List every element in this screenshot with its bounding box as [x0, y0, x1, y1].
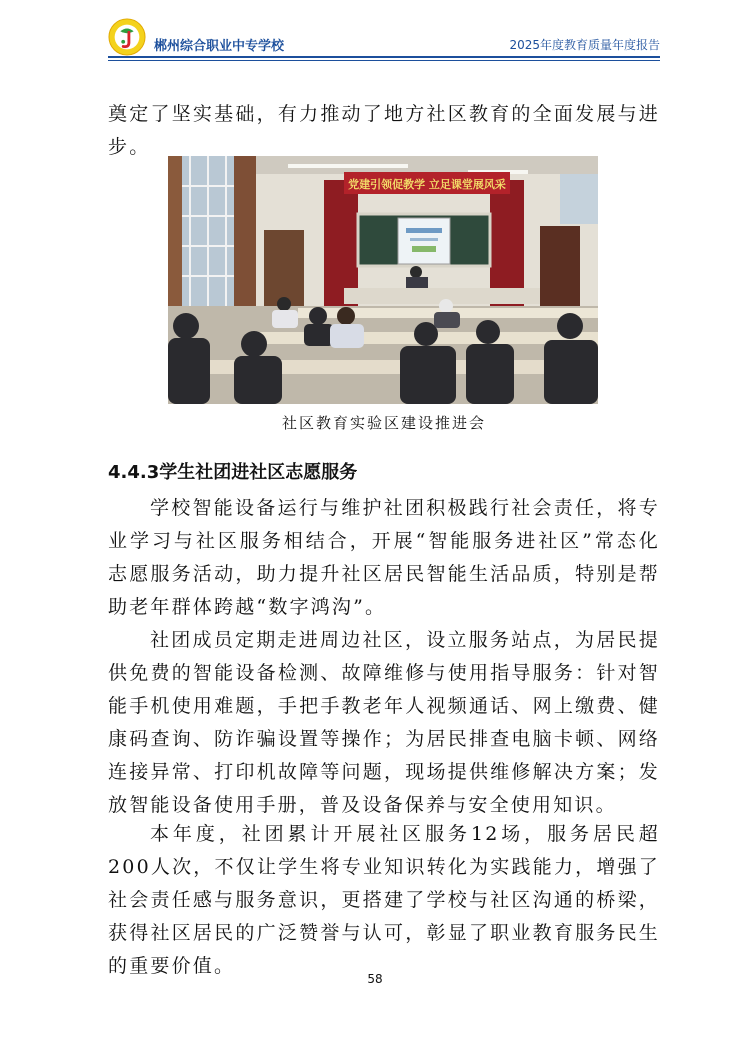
header-rule-thin — [108, 60, 660, 61]
section-heading: 4.4.3学生社团进社区志愿服务 — [108, 462, 358, 483]
report-title: 2025年度教育质量年度报告 — [509, 38, 660, 52]
meeting-photo — [168, 156, 598, 404]
banner-text: 党建引领促教学 立足课堂展风采 — [348, 178, 506, 191]
body-paragraph: 学校智能设备运行与维护社团积极践行社会责任，将专业学习与社区服务相结合，开展“智能服务进社区”常态化志愿服务活动，助力提升社区居民智能生活品质，特别是帮助老年群体跨越“数字鸿沟”。 — [108, 497, 660, 618]
school-emblem-icon — [108, 18, 146, 56]
photo-caption: 社区教育实验区建设推进会 — [281, 414, 486, 432]
page-header — [108, 18, 660, 60]
meeting-photo-illustration — [168, 156, 598, 404]
body-paragraph: 社团成员定期走进周边社区，设立服务站点，为居民提供免费的智能设备检测、故障维修与使用指导服务：针对智能手机使用难题，手把手教老年人视频通话、网上缴费、健康码查询、防诈骗设置等操作；为居民排查电脑卡顿、网络连接异常、打印机故障等问题，现场提供维修解决方案；发放智能设备使用手册，普及设备保养与安全使用知识。 — [108, 629, 660, 816]
header-rule — [108, 56, 660, 58]
school-name: 郴州综合职业中专学校 — [154, 39, 285, 54]
body-paragraph: 本年度，社团累计开展社区服务12场，服务居民超200人次，不仅让学生将专业知识转化为实践能力，增强了社会责任感与服务意识，更搭建了学校与社区沟通的桥梁，获得社区居民的广泛赞誉与认可，彰显了职业教育服务民生的重要价值。 — [108, 823, 660, 977]
page-number: 58 — [367, 972, 383, 986]
intro-paragraph: 奠定了坚实基础，有力推动了地方社区教育的全面发展与进步。 — [108, 103, 660, 158]
